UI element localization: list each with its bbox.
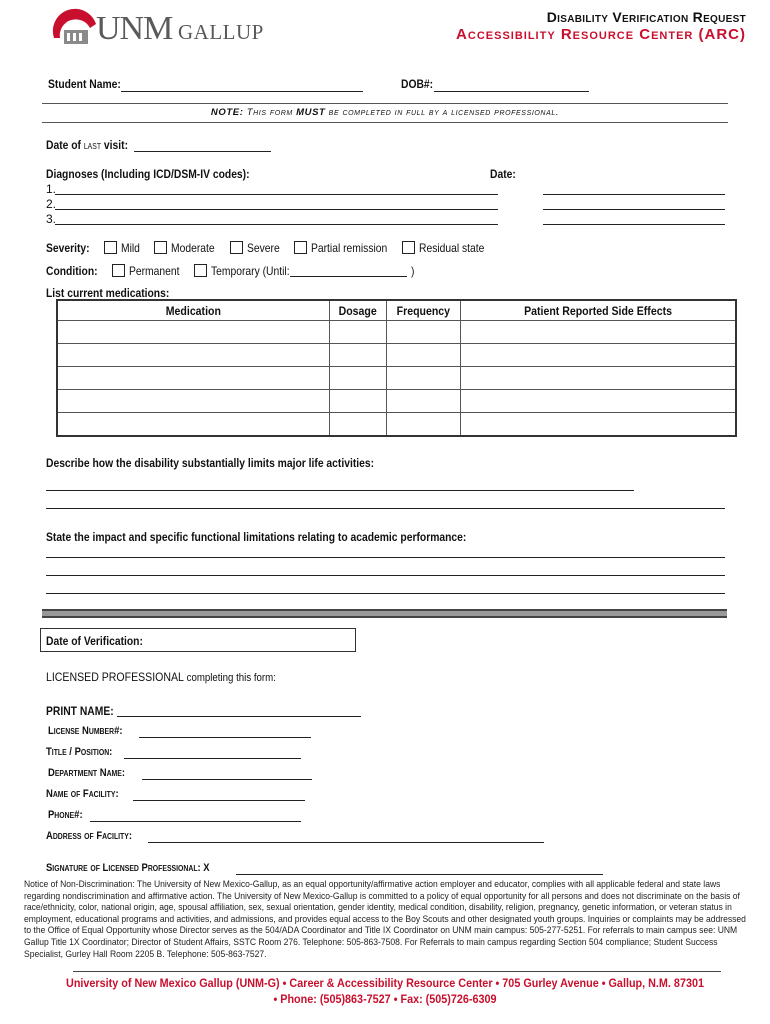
last-visit-label-b: last	[83, 138, 102, 152]
diagnosis-field-2[interactable]	[55, 209, 498, 210]
diagnosis-number-2: 2.	[46, 197, 57, 211]
medications-label: List current medications:	[46, 286, 170, 300]
condition-permanent-label: Permanent	[129, 264, 180, 278]
note-rule-top	[42, 103, 728, 104]
side-effects-cell[interactable]	[460, 367, 736, 390]
print-name-label: PRINT NAME:	[46, 704, 114, 718]
severity-mild-label: Mild	[121, 241, 140, 255]
dob-field[interactable]	[434, 91, 589, 92]
table-row	[57, 344, 736, 367]
date-of-verification-box[interactable]	[40, 628, 356, 652]
medication-cell[interactable]	[57, 367, 329, 390]
title-position-label: Title / Position:	[46, 746, 113, 758]
diagnosis-field-3[interactable]	[55, 224, 498, 225]
last-visit-label	[46, 138, 128, 152]
life-activities-line-1[interactable]	[46, 490, 634, 491]
licensed-professional-heading-b: completing this form:	[183, 672, 276, 684]
form-title: Disability Verification Request	[546, 9, 746, 25]
logo-main-text: UNM	[96, 10, 173, 47]
dosage-column-header: Dosage	[329, 300, 386, 321]
student-name-field[interactable]	[121, 91, 363, 92]
severity-partial-remission-label: Partial remission	[311, 241, 388, 255]
condition-temporary-checkbox[interactable]	[194, 264, 207, 277]
facility-name-field[interactable]	[133, 800, 305, 801]
footer-rule	[73, 971, 721, 972]
life-activities-label: Describe how the disability substantially limits major life activities:	[46, 456, 375, 470]
last-visit-label-c: visit:	[101, 138, 129, 152]
frequency-cell[interactable]	[386, 344, 460, 367]
temporary-until-field[interactable]	[290, 276, 407, 277]
facility-address-field[interactable]	[148, 842, 544, 843]
side-effects-cell[interactable]	[460, 321, 736, 344]
table-row	[57, 321, 736, 344]
footer-line-2: • Phone: (505)863-7527 • Fax: (505)726-6309	[273, 992, 497, 1006]
frequency-column-header: Frequency	[386, 300, 460, 321]
note-prefix: NOTE:	[210, 107, 244, 118]
frequency-cell[interactable]	[386, 390, 460, 413]
note-must: MUST	[296, 107, 326, 118]
academic-impact-line-3[interactable]	[46, 593, 725, 594]
form-subtitle: Accessibility Resource Center (ARC)	[456, 26, 746, 43]
medication-column-header: Medication	[57, 300, 329, 321]
facility-address-label: Address of Facility:	[46, 830, 132, 842]
severity-mild-checkbox[interactable]	[104, 241, 117, 254]
diagnosis-field-1[interactable]	[55, 194, 498, 195]
note-text-b: be completed in full by a licensed professional.	[328, 107, 560, 118]
license-number-field[interactable]	[139, 737, 311, 738]
licensed-professional-heading-a: LICENSED PROFESSIONAL	[46, 670, 184, 684]
note-rule-bottom	[42, 122, 728, 123]
dosage-cell[interactable]	[329, 390, 386, 413]
academic-impact-line-1[interactable]	[46, 557, 725, 558]
date-of-verification-label: Date of Verification:	[46, 634, 143, 648]
department-name-label: Department Name:	[48, 767, 126, 779]
severity-severe-label: Severe	[247, 241, 280, 255]
unm-gallup-logo	[50, 8, 264, 52]
signature-field[interactable]	[236, 874, 603, 875]
student-name-label: Student Name:	[48, 77, 121, 91]
diagnoses-label: Diagnoses (Including ICD/DSM-IV codes):	[46, 167, 250, 181]
frequency-cell[interactable]	[386, 367, 460, 390]
dosage-cell[interactable]	[329, 321, 386, 344]
severity-moderate-checkbox[interactable]	[154, 241, 167, 254]
severity-severe-checkbox[interactable]	[230, 241, 243, 254]
logo-emblem-icon	[50, 8, 102, 50]
medications-table	[56, 299, 737, 437]
diagnoses-date-label: Date:	[490, 167, 516, 181]
condition-close-paren: )	[411, 264, 415, 278]
condition-permanent-checkbox[interactable]	[112, 264, 125, 277]
severity-partial-remission-checkbox[interactable]	[294, 241, 307, 254]
dosage-cell[interactable]	[329, 413, 386, 437]
diagnosis-date-field-2[interactable]	[543, 209, 725, 210]
phone-field[interactable]	[90, 821, 301, 822]
side-effects-column-header: Patient Reported Side Effects	[460, 300, 736, 321]
note-banner	[0, 107, 770, 118]
condition-temporary-label: Temporary (Until:	[211, 264, 290, 278]
severity-residual-state-label: Residual state	[419, 241, 485, 255]
footer-line-1: University of New Mexico Gallup (UNM-G) • Career & Accessibility Resource Center • 705 Gurley Avenue • Gallup, N.M. 87301	[66, 976, 704, 990]
diagnosis-number-3: 3.	[46, 212, 57, 226]
last-visit-field[interactable]	[134, 151, 271, 152]
diagnosis-date-field-1[interactable]	[543, 194, 725, 195]
side-effects-cell[interactable]	[460, 413, 736, 437]
diagnosis-date-field-3[interactable]	[543, 224, 725, 225]
medication-cell[interactable]	[57, 321, 329, 344]
severity-residual-state-checkbox[interactable]	[402, 241, 415, 254]
medications-header-row	[57, 300, 736, 321]
dob-label: DOB#:	[401, 77, 434, 91]
facility-name-label: Name of Facility:	[46, 788, 119, 800]
life-activities-line-2[interactable]	[46, 508, 725, 509]
frequency-cell[interactable]	[386, 321, 460, 344]
last-visit-label-a: Date of	[46, 138, 84, 152]
table-row	[57, 367, 736, 390]
table-row	[57, 413, 736, 437]
logo-sub-text: GALLUP	[178, 20, 264, 44]
dosage-cell[interactable]	[329, 367, 386, 390]
medication-cell[interactable]	[57, 390, 329, 413]
section-divider	[42, 609, 727, 618]
non-discrimination-notice: Notice of Non-Discrimination: The University of New Mexico-Gallup, as an equal opportunity/affirmative action employer and educator, complies with all applicable federal and state laws regarding nondiscrimination and affirmative action. The University of New Mexico-Gallup is committed to a policy of equal opportunity for all persons and does not discriminate on the basis of race/ethnicity, color, national origin, age, spousal affiliation, sex, sexual orientation, gender identity, medical condition, disability, religion, pregnancy, genetic information, or veteran status in employment, educational programs and activities, and admissions, and provides equal access to the Boy Scouts and other designated youth groups. Inquiries or complaints may be addressed to the Office of Equal Opportunity whose Director serves as the 504/ADA Coordinator and Title IX Coordinator on UNM main campus: 505-277-5251. For referrals to main campus see: UNM Gallup Title 1X Coordinator; Director of Student Affairs, SSTC Room 276. Telephone: 505-863-7508. For Referrals to main campus regarding Section 504 compliance; Student Success Specialist, Gurley Hall Room 2205 B. Telephone: 505-863-7527.	[24, 879, 746, 959]
dosage-cell[interactable]	[329, 344, 386, 367]
frequency-cell[interactable]	[386, 413, 460, 437]
diagnosis-number-1: 1.	[46, 182, 57, 196]
severity-moderate-label: Moderate	[171, 241, 215, 255]
severity-label: Severity:	[46, 241, 90, 255]
licensed-professional-heading	[46, 670, 276, 684]
phone-label: Phone#:	[48, 809, 83, 821]
license-number-label: License Number#:	[48, 725, 123, 737]
medication-cell[interactable]	[57, 344, 329, 367]
signature-label: Signature of Licensed Professional: X	[46, 862, 210, 874]
print-name-field[interactable]	[117, 716, 361, 717]
condition-label: Condition:	[46, 264, 98, 278]
note-text-a: This form	[246, 107, 293, 118]
department-name-field[interactable]	[142, 779, 312, 780]
side-effects-cell[interactable]	[460, 344, 736, 367]
academic-impact-label: State the impact and specific functional limitations relating to academic performance:	[46, 530, 467, 544]
title-position-field[interactable]	[124, 758, 301, 759]
table-row	[57, 390, 736, 413]
side-effects-cell[interactable]	[460, 390, 736, 413]
medication-cell[interactable]	[57, 413, 329, 437]
academic-impact-line-2[interactable]	[46, 575, 725, 576]
